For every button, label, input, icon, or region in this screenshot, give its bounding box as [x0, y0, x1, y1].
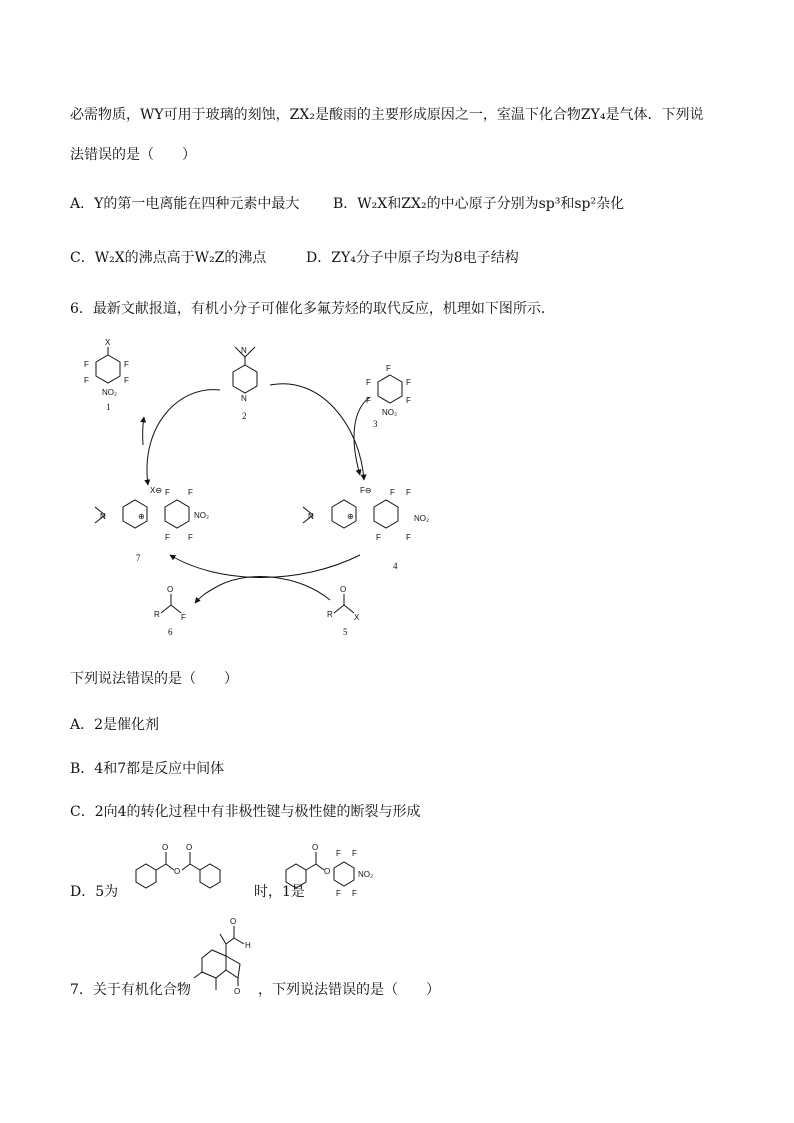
q6-option-d-mid: 时，1是: [254, 884, 305, 900]
q5-option-d: D．ZY₄分子中原子均为8电子结构: [306, 250, 519, 266]
q5-stem-line2: 法错误的是（ ）: [70, 147, 196, 163]
atom-r: R: [327, 610, 333, 619]
label-compound-5: 5: [343, 627, 348, 637]
atom-no2: NO₂: [102, 388, 118, 397]
atom-o: O: [324, 867, 331, 876]
atom-o: O: [162, 843, 169, 852]
atom-o: O: [312, 843, 319, 852]
q7-suffix: ，下列说法错误的是（ ）: [258, 982, 440, 998]
atom-f: F: [406, 533, 411, 542]
atom-o: O: [167, 585, 174, 594]
label-compound-2: 2: [242, 411, 247, 421]
atom-x: X: [105, 338, 111, 347]
atom-r: R: [154, 610, 160, 619]
atom-f: F: [406, 396, 411, 405]
atom-f: F: [336, 849, 341, 858]
atom-f: F: [188, 533, 193, 542]
atom-f: F: [188, 488, 193, 497]
atom-f: F: [386, 364, 391, 373]
atom-plus: ⊕: [138, 512, 145, 521]
f-anion: F⊖: [360, 486, 372, 495]
compound-7-structure: [95, 486, 209, 563]
q5-option-a: A．Y的第一电离能在四种元素中最大: [70, 196, 300, 212]
atom-f: F: [406, 378, 411, 387]
q5-option-c: C．W₂X的沸点高于W₂Z的沸点: [70, 250, 267, 266]
q6-question: 下列说法错误的是（ ）: [70, 671, 238, 687]
compound-2-structure: [233, 346, 257, 421]
compound-1-structure: [84, 338, 129, 412]
q6-option-d-prefix: D．5为: [70, 884, 119, 900]
atom-f: F: [366, 396, 371, 405]
atom-f: F: [352, 889, 357, 898]
q6-option-c: C．2向4的转化过程中有非极性键与极性健的断裂与形成: [70, 804, 421, 820]
atom-o: O: [234, 987, 241, 996]
atom-o: O: [340, 585, 347, 594]
atom-f: F: [376, 533, 381, 542]
atom-n: N: [308, 512, 314, 521]
atom-f: F: [352, 849, 357, 858]
atom-h: H: [245, 941, 251, 950]
atom-plus: ⊕: [347, 512, 354, 521]
compound-3-structure: [366, 364, 411, 429]
compound-4-structure: [303, 486, 429, 571]
atom-f: F: [165, 533, 170, 542]
label-compound-1: 1: [106, 402, 111, 412]
atom-f: F: [406, 488, 411, 497]
atom-n: N: [241, 346, 247, 355]
q5-stem-line1: 必需物质，WY可用于玻璃的刻蚀，ZX₂是酸雨的主要形成原因之一，室温下化合物ZY₄是气体．下列说: [70, 107, 704, 123]
q6-option-a: A．2是催化剂: [70, 717, 160, 733]
atom-o: O: [174, 867, 181, 876]
catalytic-cycle-scheme: [60, 335, 460, 645]
q6-option-b: B．4和7都是反应中间体: [70, 761, 225, 777]
q5-option-b: B．W₂X和ZX₂的中心原子分别为sp³和sp²杂化: [333, 196, 625, 212]
atom-n: N: [100, 512, 106, 521]
atom-no2: NO₂: [194, 511, 210, 520]
compound-6-structure: [154, 585, 186, 637]
atom-f: F: [124, 376, 129, 385]
atom-o: O: [230, 917, 237, 926]
atom-n: N: [241, 394, 247, 403]
label-compound-4: 4: [393, 561, 398, 571]
aryl-benzoate-structure: [282, 838, 402, 898]
atom-no2: NO₂: [382, 408, 398, 417]
compound-5-structure: [327, 585, 360, 637]
benzoic-anhydride-structure: [122, 840, 250, 898]
x-anion: X⊖: [150, 486, 163, 495]
atom-x: X: [354, 613, 360, 622]
label-compound-3: 3: [373, 419, 378, 429]
atom-f: F: [390, 488, 395, 497]
atom-f: F: [336, 889, 341, 898]
label-compound-6: 6: [168, 627, 173, 637]
atom-f: F: [124, 360, 129, 369]
q6-stem: 6．最新文献报道，有机小分子可催化多氟芳烃的取代反应，机理如下图所示．: [70, 301, 555, 317]
atom-f: F: [165, 488, 170, 497]
bicyclic-aldehyde-structure: [190, 910, 260, 1000]
atom-f: F: [181, 613, 186, 622]
q7-prefix: 7．关于有机化合物: [70, 982, 191, 998]
atom-no2: NO₂: [414, 514, 430, 523]
atom-f: F: [366, 378, 371, 387]
atom-f: F: [84, 360, 89, 369]
atom-o: O: [186, 843, 193, 852]
atom-f: F: [84, 376, 89, 385]
label-compound-7: 7: [136, 553, 141, 563]
atom-no2: NO₂: [358, 870, 374, 879]
